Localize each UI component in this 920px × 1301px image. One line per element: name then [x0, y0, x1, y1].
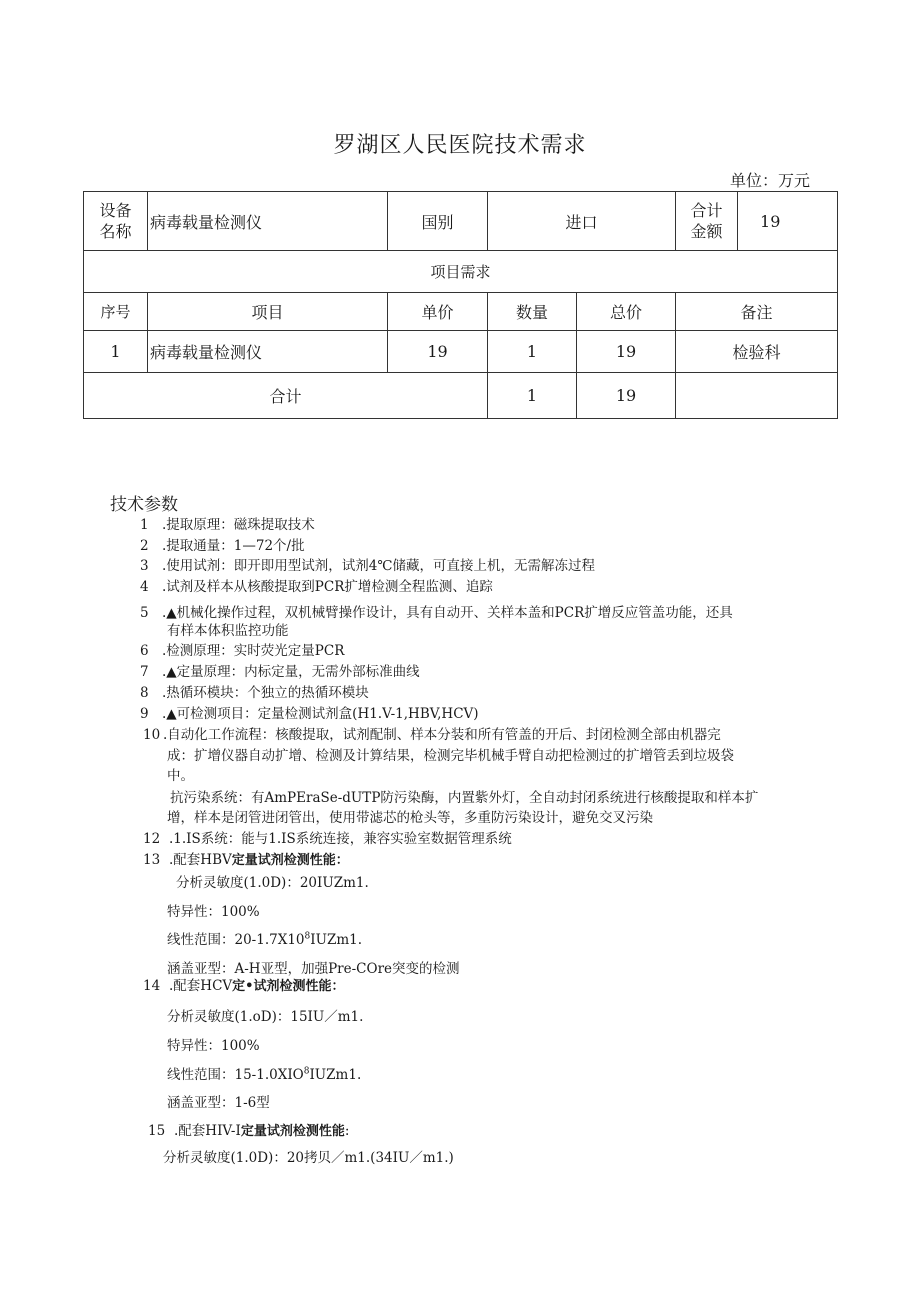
- hcv-linear-range: 线性范围：15-1.0XIO$^8$IUZm1.: [167, 1066, 362, 1083]
- total-label: 合计: [84, 373, 488, 419]
- hiv-sensitivity: 分析灵敏度(1.0D)：20拷贝／m1.(34IU／m1.): [163, 1150, 454, 1166]
- list-item: 抗污染系统：有AmPEraSe-dUTP防污染酶，内置紫外灯，全自动封闭系统进行核酸提取和样本扩: [170, 790, 759, 806]
- list-item: 6 .检测原理：实时荧光定量PCR: [140, 643, 345, 659]
- col-header-total: 总价: [577, 293, 676, 331]
- equip-label-cell: 设备 名称: [84, 192, 148, 251]
- table-row: [84, 331, 838, 373]
- amount-value: 19: [738, 192, 838, 251]
- table-row: [84, 251, 838, 293]
- col-header-qty: 数量: [488, 293, 577, 331]
- list-item-continuation: 成：扩增仪器自动扩增、检测及计算结果，检测完毕机械手臂自动把检测过的扩增管丢到垃圾袋: [167, 748, 734, 764]
- hcv-sensitivity: 分析灵敏度(1.oD)：15IU／m1.: [167, 1009, 364, 1025]
- amount-label-cell: 合计 金额: [676, 192, 738, 251]
- list-item-continuation: 增，样本是闭管进闭管出，使用带滤芯的枪头等，多重防污染设计，避免交叉污染: [167, 810, 653, 826]
- cell-total: 19: [577, 331, 676, 373]
- total-price: 19: [577, 373, 676, 419]
- list-item: 8 .热循环模块：个独立的热循环模块: [140, 685, 369, 701]
- hcv-specificity: 特异性：100%: [167, 1038, 260, 1054]
- cell-note: 检验科: [676, 331, 838, 373]
- total-qty: 1: [488, 373, 577, 419]
- equip-name: 病毒载量检测仪: [148, 192, 388, 251]
- section-header: 项目需求: [84, 251, 838, 293]
- col-header-index: 序号: [84, 293, 148, 331]
- list-item: 7 .▲定量原理：内标定量，无需外部标准曲线: [140, 664, 420, 680]
- country-label: 国别: [388, 192, 488, 251]
- hbv-subtypes: 涵盖亚型：A-H亚型，加强Pre-COre突变的检测: [167, 961, 460, 977]
- cell-item: 病毒载量检测仪: [148, 331, 388, 373]
- col-header-unit-price: 单价: [388, 293, 488, 331]
- cell-unit-price: 19: [388, 331, 488, 373]
- col-header-item: 项目: [148, 293, 388, 331]
- table-header-row: [84, 293, 838, 331]
- page-title: 罗湖区人民医院技术需求: [333, 133, 587, 158]
- list-item: 12 .1.IS系统：能与1.IS系统连接，兼容实验室数据管理系统: [143, 831, 512, 847]
- list-item-continuation: 中。: [167, 768, 194, 784]
- list-item: 3 .使用试剂：即开即用型试剂，试剂4℃储藏，可直接上机，无需解冻过程: [140, 558, 595, 574]
- list-item: 4 .试剂及样本从核酸提取到PCR扩增检测全程监测、追踪: [140, 579, 493, 595]
- table-total-row: [84, 373, 838, 419]
- requirements-table: [83, 191, 838, 419]
- total-note: [676, 373, 838, 419]
- cell-index: 1: [84, 331, 148, 373]
- list-item-continuation: 有样本体积监控功能: [167, 623, 289, 639]
- table-row: [84, 192, 838, 251]
- hbv-sensitivity: 分析灵敏度(1.0D)：20IUZm1.: [176, 875, 369, 891]
- hbv-specificity: 特异性：100%: [167, 904, 260, 920]
- hcv-heading: 14 .配套HCV定•试剂检测性能：: [143, 978, 345, 994]
- col-header-note: 备注: [676, 293, 838, 331]
- list-item: 2 .提取通量：1—72个/批: [140, 538, 305, 554]
- list-item: 9 .▲可检测项目：定量检测试剂盒(H1.V-1,HBV,HCV): [140, 706, 479, 722]
- cell-qty: 1: [488, 331, 577, 373]
- list-item: 5 .▲机械化操作过程，双机械臂操作设计，具有自动开、关样本盖和PCR扩增反应管盖功能，还具: [140, 605, 733, 621]
- hbv-heading: 13 .配套HBV定量试剂检测性能：: [143, 852, 349, 868]
- list-item: 10 .自动化工作流程：核酸提取，试剂配制、样本分装和所有管盖的开后、封闭检测全部由机器完: [143, 727, 721, 743]
- hbv-linear-range: 线性范围：$20-1.7X10^8IUZm1$.: [167, 931, 363, 948]
- hcv-subtypes: 涵盖亚型：1-6型: [167, 1095, 270, 1111]
- tech-heading: 技术参数: [110, 495, 178, 515]
- list-item: 1 .提取原理：磁珠提取技术: [140, 517, 315, 533]
- unit-label: 单位：万元: [729, 171, 810, 190]
- country-value: 进口: [488, 192, 676, 251]
- hiv-heading: 15 .配套HIV-I定量试剂检测性能:: [148, 1123, 350, 1139]
